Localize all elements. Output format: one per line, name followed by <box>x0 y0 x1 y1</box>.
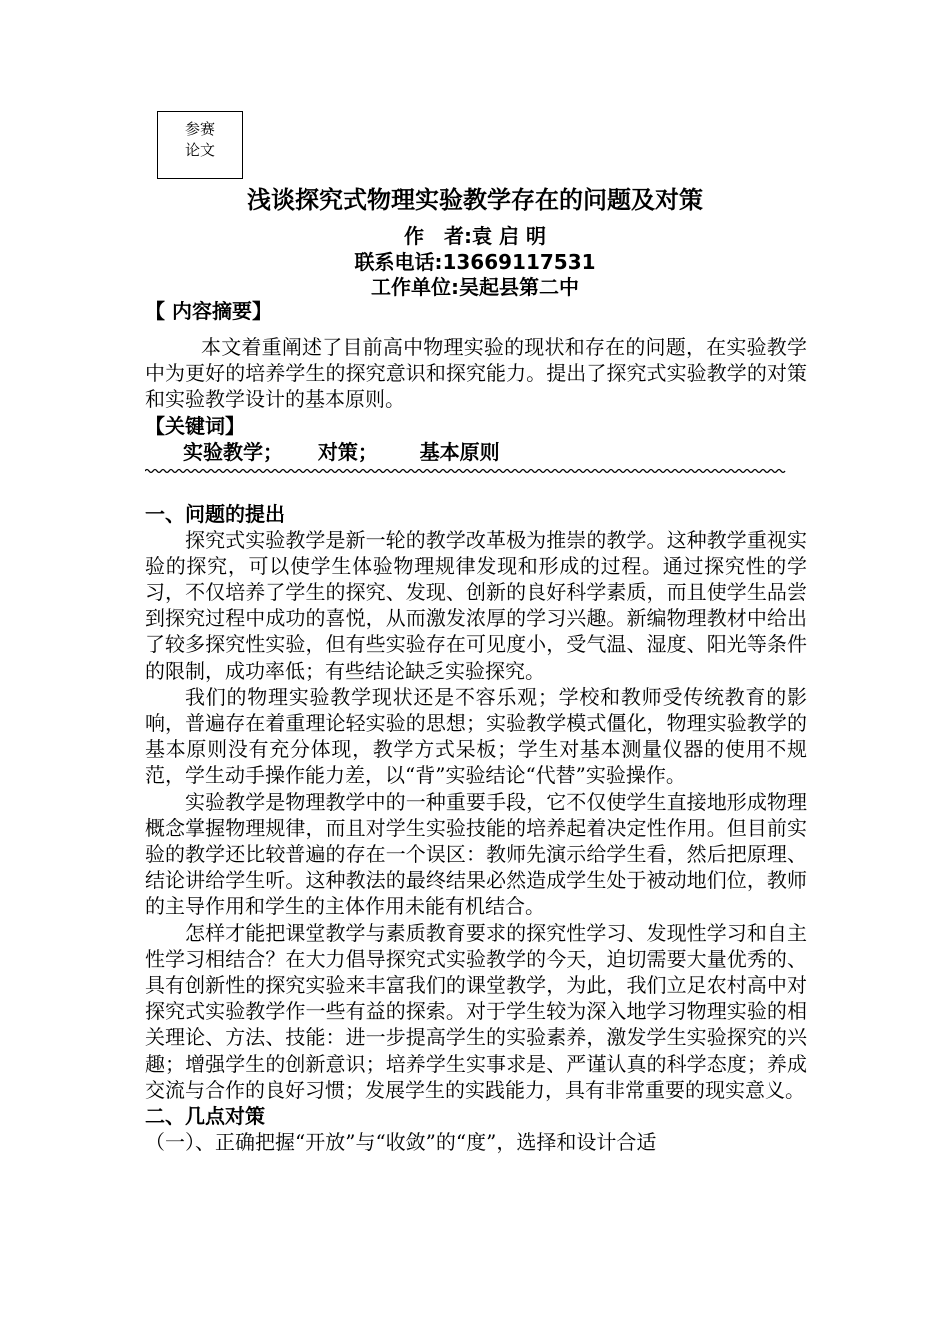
abstract-text: 本文着重阐述了目前高中物理实验的现状和存在的问题，在实验教学中为更好的培养学生的探究意识和探究能力。提出了探究式实验教学的对策和实验教学设计的基本原则。 <box>145 335 807 412</box>
section1-paragraph-4: 怎样才能把课堂教学与素质教育要求的探究性学习、发现性学习和自主性学习相结合？在大力倡导探究式实验教学的今天，迫切需要大量优秀的、具有创新性的探究实验来丰富我们的课堂教学，为此，我们立足农村高中对探究式实验教学作一些有益的探索。对于学生较为深入地学习物理实验的相关理论、方法、技能：进一步提高学生的实验素养，激发学生实验探究的兴趣；增强学生的创新意识；培养学生实事求是、严谨认真的科学态度；养成交流与合作的良好习惯；发展学生的实践能力，具有非常重要的现实意义。 <box>145 920 807 1102</box>
author-line: 作 者:袁 启 明 <box>404 224 546 248</box>
wavy-divider <box>145 467 801 475</box>
section2-heading: 二、几点对策 <box>145 1104 265 1129</box>
unit-line: 工作单位:吴起县第二中 <box>371 275 579 299</box>
section1-heading: 一、问题的提出 <box>145 501 285 526</box>
document-title: 浅谈探究式物理实验教学存在的问题及对策 <box>247 186 703 214</box>
badge-line-1: 参赛 <box>184 120 215 138</box>
section1-paragraph-3: 实验教学是物理教学中的一种重要手段，它不仅使学生直接地形成物理概念掌握物理规律，而且对学生实验技能的培养起着决定性作用。但目前实验的教学还比较普遍的存在一个误区：教师先演示给学生看，然后把原理、结论讲给学生听。这种教法的最终结果必然造成学生处于被动地们位，教师的主导作用和学生的主体作用未能有机结合。 <box>145 789 807 919</box>
abstract-heading: 【 内容摘要】 <box>145 299 272 323</box>
phone-line: 联系电话:13669117531 <box>354 250 596 274</box>
keywords-heading: 【关键词】 <box>145 413 245 438</box>
entry-badge <box>157 111 243 179</box>
section1-paragraph-1: 探究式实验教学是新一轮的教学改革极为推崇的教学。这种教学重视实验的探究，可以使学生体验物理规律发现和形成的过程。通过探究性的学习，不仅培养了学生的探究、发现、创新的良好科学素质，而且使学生品尝到探究过程中成功的喜悦，从而激发浓厚的学习兴趣。新编物理教材中给出了较多探究性实验，但有些实验存在可见度小，受气温、湿度、阳光等条件的限制，成功率低；有些结论缺乏实验探究。 <box>145 527 807 683</box>
section1-paragraph-2: 我们的物理实验教学现状还是不容乐观；学校和教师受传统教育的影响，普遍存在着重理论轻实验的思想；实验教学模式僵化，物理实验教学的基本原则没有充分体现，教学方式呆板；学生对基本测量仪器的使用不规范，学生动手操作能力差，以“背”实验结论“代替”实验操作。 <box>145 684 807 788</box>
section2-subheading: （一）、正确把握“开放”与“收敛”的“度”，选择和设计合适 <box>145 1130 657 1155</box>
keywords-text: 实验教学； 对策； 基本原则 <box>183 439 500 464</box>
document-body <box>145 298 807 1155</box>
badge-line-2: 论文 <box>184 141 215 159</box>
